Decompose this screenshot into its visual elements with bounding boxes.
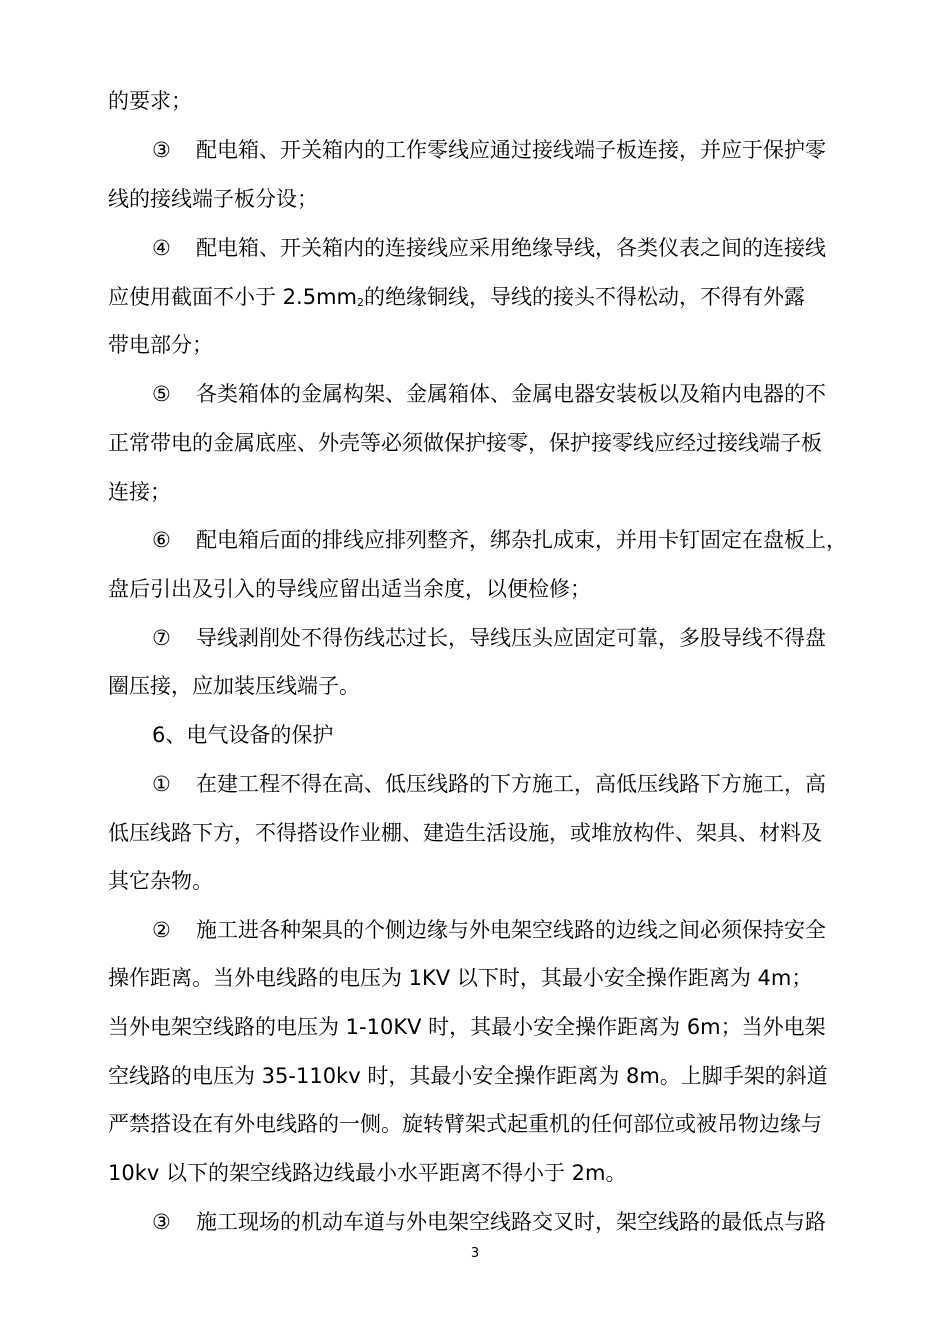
item-number: ② — [152, 918, 171, 942]
text-line: 操作距离。当外电线路的电压为 1KV 以下时，其最小安全操作距离为 4m； — [108, 966, 813, 990]
text-line: 空线路的电压为 35-110kv 时，其最小安全操作距离为 8m。上脚手架的斜道 — [108, 1064, 828, 1088]
text-line: 连接； — [108, 480, 171, 504]
text-line: 各类箱体的金属构架、金属箱体、金属电器安装板以及箱内电器的不 — [196, 382, 826, 406]
list-item-7 — [152, 623, 826, 653]
text-line: 当外电架空线路的电压为 1-10KV 时，其最小安全操作距离为 6m；当外电架 — [108, 1015, 826, 1039]
text-line: 的要求； — [108, 89, 192, 113]
item-number: ③ — [152, 1210, 171, 1234]
item-number: ④ — [152, 236, 171, 260]
list-item-3 — [152, 135, 826, 165]
text-line: 圈压接，应加装压线端子。 — [108, 674, 360, 698]
text-segment: 应使用截面不小于 2.5mm — [108, 285, 357, 309]
text-line: 施工进各种架具的个侧边缘与外电架空线路的边线之间必须保持安全 — [196, 918, 826, 942]
text-line: 其它杂物。 — [108, 869, 213, 893]
text-line: 正常带电的金属底座、外壳等必须做保护接零，保护接零线应经过接线端子板 — [108, 431, 822, 455]
list-item-2 — [152, 915, 826, 945]
list-item-1 — [152, 769, 826, 799]
text-line: 导线剥削处不得伤线芯过长，导线压头应固定可靠，多股导线不得盘 — [196, 626, 826, 650]
item-number: ⑦ — [152, 626, 171, 650]
text-line: 施工现场的机动车道与外电架空线路交叉时，架空线路的最低点与路 — [196, 1210, 826, 1234]
list-item-6 — [152, 525, 847, 555]
item-number: ③ — [152, 138, 171, 162]
text-line-with-subscript — [108, 282, 805, 318]
list-item-4 — [152, 233, 826, 263]
item-number: ⑥ — [152, 528, 171, 552]
list-item-5 — [152, 379, 826, 409]
subscript: 2 — [357, 296, 364, 309]
text-line: 线的接线端子板分设； — [108, 187, 318, 211]
text-line: 带电部分； — [108, 333, 213, 357]
list-item-3b — [152, 1207, 826, 1237]
text-line: 配电箱后面的排线应排列整齐，绑杂扎成束，并用卡钉固定在盘板上， — [196, 528, 847, 552]
text-line: 配电箱、开关箱内的连接线应采用绝缘导线，各类仪表之间的连接线 — [196, 236, 826, 260]
text-line: 严禁搭设在有外电线路的一侧。旋转臂架式起重机的任何部位或被吊物边缘与 — [108, 1112, 822, 1136]
text-line: 10kv 以下的架空线路边线最小水平距离不得小于 2m。 — [108, 1161, 627, 1185]
text-line: 在建工程不得在高、低压线路的下方施工，高低压线路下方施工，高 — [196, 772, 826, 796]
text-segment: 的绝缘铜线，导线的接头不得松动，不得有外露 — [364, 285, 805, 309]
text-line: 配电箱、开关箱内的工作零线应通过接线端子板连接，并应于保护零 — [196, 138, 826, 162]
text-line: 盘后引出及引入的导线应留出适当余度，以便检修； — [108, 577, 591, 601]
section-heading: 6、电气设备的保护 — [152, 723, 334, 747]
text-line: 低压线路下方，不得搭设作业棚、建造生活设施，或堆放构件、架具、材料及 — [108, 821, 822, 845]
item-number: ① — [152, 772, 171, 796]
page-number: 3 — [470, 1246, 480, 1261]
item-number: ⑤ — [152, 382, 171, 406]
